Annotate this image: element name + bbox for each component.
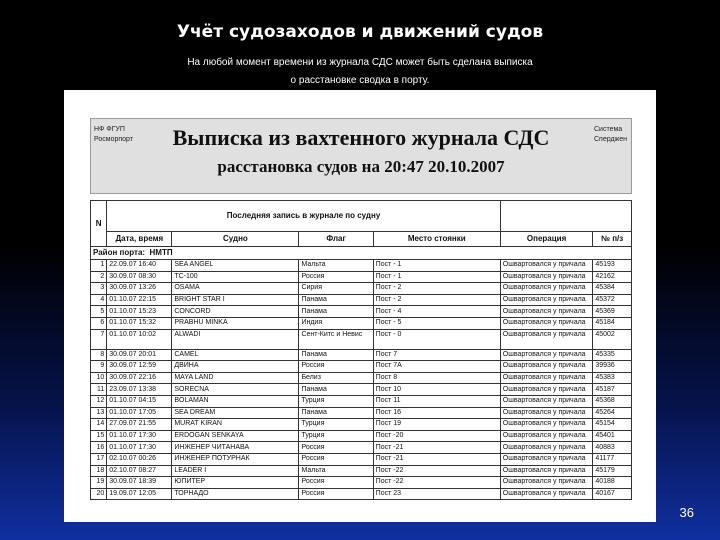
cell-dt: 01.10.07 04:15 [107,395,172,407]
cell-op: Ошвартовался у причала [500,430,593,442]
cell-op: Ошвартовался у причала [500,407,593,419]
cell-ship: ТОРНАДО [172,488,299,500]
header-spacer [500,201,631,232]
cell-op: Ошвартовался у причала [500,384,593,396]
cell-flag: Панама [299,384,373,396]
cell-ship: ЮПИТЕР [172,477,299,489]
cell-dt: 27.09.07 21:55 [107,419,172,431]
cell-id: 45369 [593,306,632,318]
table-row [91,430,632,442]
cell-flag: Индия [299,317,373,329]
cell-flag: Сирия [299,283,373,295]
cell-n: 7 [91,329,107,349]
cell-flag: Панама [299,349,373,361]
cell-op: Ошвартовался у причала [500,329,593,349]
cell-n: 16 [91,442,107,454]
cell-berth: Пост 19 [373,419,500,431]
cell-dt: 30.09.07 13:26 [107,283,172,295]
cell-flag: Россия [299,488,373,500]
org-line-2: Росморпорт [94,136,133,143]
table-row [91,260,632,272]
cell-id: 45383 [593,372,632,384]
cell-ship: CONCORD [172,306,299,318]
cell-berth: Пост -21 [373,453,500,465]
region-name: НМТП [149,248,173,257]
cell-flag: Россия [299,361,373,373]
cell-flag: Панама [299,294,373,306]
cell-n: 6 [91,317,107,329]
cell-op: Ошвартовался у причала [500,477,593,489]
cell-op: Ошвартовался у причала [500,442,593,454]
cell-berth: Пост 7 [373,349,500,361]
cell-n: 20 [91,488,107,500]
cell-flag: Панама [299,407,373,419]
cell-dt: 01.10.07 17:30 [107,430,172,442]
cell-dt: 01.10.07 15:32 [107,317,172,329]
document-subtitle: расстановка судов на 20:47 20.10.2007 [217,157,505,176]
table-row [91,442,632,454]
cell-berth: Пост 10 [373,384,500,396]
cell-ship: BRIGHT STAR I [172,294,299,306]
cell-ship: OSAMA [172,283,299,295]
cell-id: 39936 [593,361,632,373]
cell-dt: 19.09.07 12:05 [107,488,172,500]
ship-placement-table [90,200,632,500]
cell-dt: 22.09.07 16:40 [107,260,172,272]
cell-n: 9 [91,361,107,373]
col-n-header: N [91,201,107,247]
cell-dt: 30.09.07 18:39 [107,477,172,489]
cell-flag: Россия [299,453,373,465]
cell-n: 14 [91,419,107,431]
cell-op: Ошвартовался у причала [500,395,593,407]
table-row [91,361,632,373]
cell-ship: ИНЖЕНЕР ПОТУРНАК [172,453,299,465]
cell-flag: Мальта [299,465,373,477]
cell-flag: Турция [299,419,373,431]
cell-op: Ошвартовался у причала [500,419,593,431]
cell-id: 45401 [593,430,632,442]
cell-berth: Пост -21 [373,442,500,454]
cell-n: 10 [91,372,107,384]
table-row [91,395,632,407]
cell-ship: TC-100 [172,271,299,283]
cell-dt: 30.09.07 12:59 [107,361,172,373]
table-row [91,306,632,318]
cell-ship: ALWADI [172,329,299,349]
cell-n: 13 [91,407,107,419]
cell-dt: 01.10.07 17:30 [107,442,172,454]
cell-n: 18 [91,465,107,477]
subtitle-line-1: На любой момент времени из журнала СДС может быть сделана выписка [187,57,533,68]
cell-flag: Сент-Китс и Невис [299,329,373,349]
table-row [91,477,632,489]
cell-op: Ошвартовался у причала [500,271,593,283]
cell-berth: Пост - 4 [373,306,500,318]
table-row [91,329,632,349]
slide-subtitle [0,54,720,90]
cell-berth: Пост - 2 [373,283,500,295]
table-row [91,349,632,361]
cell-ship: BOLAMAN [172,395,299,407]
col-header-2: Флаг [299,232,373,247]
cell-id: 45179 [593,465,632,477]
region-label: Район порта: [93,248,146,257]
cell-dt: 02.10.07 08:27 [107,465,172,477]
subtitle-line-2: о расстановке сводка в порту. [290,75,430,86]
cell-berth: Пост -22 [373,477,500,489]
table-row [91,294,632,306]
cell-id: 45193 [593,260,632,272]
table-row [91,419,632,431]
cell-dt: 01.10.07 22:15 [107,294,172,306]
cell-n: 4 [91,294,107,306]
cell-ship: SEA DREAM [172,407,299,419]
col-header-1: Судно [172,232,299,247]
cell-berth: Пост 16 [373,407,500,419]
cell-id: 45368 [593,395,632,407]
cell-flag: Мальта [299,260,373,272]
cell-flag: Панама [299,306,373,318]
cell-id: 45187 [593,384,632,396]
cell-dt: 30.09.07 08:30 [107,271,172,283]
cell-dt: 30.09.07 20:01 [107,349,172,361]
cell-ship: LEADER I [172,465,299,477]
cell-n: 12 [91,395,107,407]
cell-op: Ошвартовался у причала [500,349,593,361]
cell-berth: Пост - 1 [373,271,500,283]
cell-id: 45184 [593,317,632,329]
region-row [91,247,632,260]
system-line-1: Система [594,126,623,133]
cell-flag: Россия [299,442,373,454]
cell-op: Ошвартовался у причала [500,294,593,306]
cell-op: Ошвартовался у причала [500,453,593,465]
cell-id: 42162 [593,271,632,283]
cell-flag: Белиз [299,372,373,384]
cell-n: 8 [91,349,107,361]
cell-op: Ошвартовался у причала [500,465,593,477]
cell-berth: Пост 7А [373,361,500,373]
system-line-2: Сперджен [594,136,627,143]
cell-op: Ошвартовался у причала [500,283,593,295]
table-row [91,488,632,500]
cell-op: Ошвартовался у причала [500,260,593,272]
cell-op: Ошвартовался у причала [500,306,593,318]
cell-flag: Турция [299,430,373,442]
cell-n: 5 [91,306,107,318]
cell-n: 3 [91,283,107,295]
cell-n: 1 [91,260,107,272]
cell-n: 11 [91,384,107,396]
page-number: 36 [679,505,694,520]
cell-op: Ошвартовался у причала [500,317,593,329]
table-row [91,317,632,329]
cell-ship: CAMEL [172,349,299,361]
document-header [90,118,632,194]
cell-ship: SEA ANGEL [172,260,299,272]
col-header-0: Дата, время [107,232,172,247]
cell-dt: 01.10.07 15:23 [107,306,172,318]
cell-flag: Россия [299,271,373,283]
cell-ship: ДВИНА [172,361,299,373]
cell-id: 45335 [593,349,632,361]
cell-berth: Пост -22 [373,465,500,477]
table-row [91,384,632,396]
cell-id: 40188 [593,477,632,489]
cell-op: Ошвартовался у причала [500,372,593,384]
table-row [91,271,632,283]
cell-id: 45002 [593,329,632,349]
cell-berth: Пост - 5 [373,317,500,329]
cell-id: 45154 [593,419,632,431]
col-header-4: Операция [500,232,593,247]
cell-n: 15 [91,430,107,442]
cell-dt: 23.09.07 13:38 [107,384,172,396]
cell-id: 45372 [593,294,632,306]
cell-n: 2 [91,271,107,283]
cell-ship: PRABHU MINKA [172,317,299,329]
cell-berth: Пост -20 [373,430,500,442]
document-scan [64,90,656,522]
last-record-header: Последняя запись в журнале по судну [107,201,501,232]
cell-berth: Пост - 1 [373,260,500,272]
cell-berth: Пост - 0 [373,329,500,349]
cell-op: Ошвартовался у причала [500,488,593,500]
cell-ship: ИНЖЕНЕР ЧИТАНАВА [172,442,299,454]
document-title: Выписка из вахтенного журнала СДС [172,125,550,150]
cell-id: 41177 [593,453,632,465]
col-header-3: Место стоянки [373,232,500,247]
cell-n: 17 [91,453,107,465]
cell-id: 45264 [593,407,632,419]
table-row [91,407,632,419]
cell-dt: 02.10.07 00:26 [107,453,172,465]
cell-berth: Пост 8 [373,372,500,384]
cell-op: Ошвартовался у причала [500,361,593,373]
org-line-1: НФ ФГУП [94,126,125,133]
cell-ship: SORECNA [172,384,299,396]
cell-berth: Пост - 2 [373,294,500,306]
cell-id: 45384 [593,283,632,295]
col-header-5: № п/з [593,232,632,247]
cell-flag: Россия [299,477,373,489]
cell-ship: ERDOGAN SENKAYA [172,430,299,442]
cell-dt: 30.09.07 22:16 [107,372,172,384]
cell-flag: Турция [299,395,373,407]
slide-title: Учёт судозаходов и движений судов [176,22,544,42]
table-row [91,283,632,295]
cell-ship: MAYA LAND [172,372,299,384]
cell-dt: 01.10.07 17:05 [107,407,172,419]
cell-n: 19 [91,477,107,489]
cell-berth: Пост 11 [373,395,500,407]
cell-id: 40883 [593,442,632,454]
cell-dt: 01.10.07 10:02 [107,329,172,349]
cell-ship: MURAT KIRAN [172,419,299,431]
cell-berth: Пост 23 [373,488,500,500]
cell-id: 40167 [593,488,632,500]
table-row [91,372,632,384]
table-row [91,453,632,465]
table-row [91,465,632,477]
